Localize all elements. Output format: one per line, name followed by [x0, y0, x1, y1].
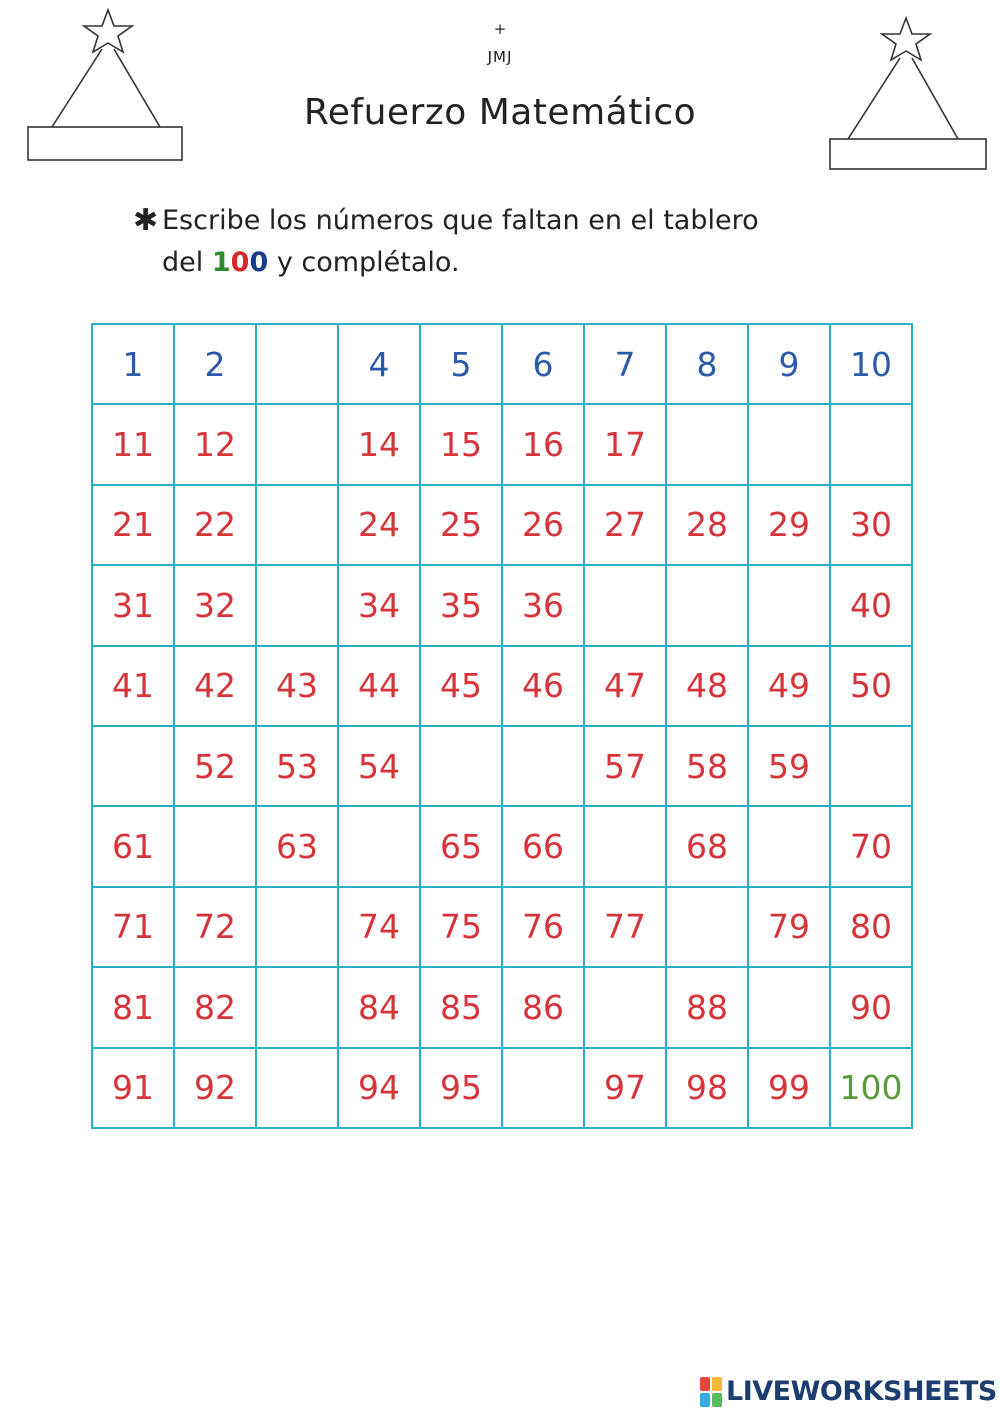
board-blank-cell[interactable] [584, 565, 666, 645]
liveworksheets-brand [700, 1376, 997, 1407]
board-blank-cell[interactable] [666, 887, 748, 967]
board-row [92, 1048, 912, 1128]
hundred-digit-1: 1 [211, 247, 231, 278]
board-cell: 8 [666, 324, 748, 404]
board-row [92, 404, 912, 484]
instruction-line-2 [133, 242, 893, 284]
board-blank-cell[interactable] [666, 404, 748, 484]
board-blank-cell[interactable] [256, 565, 338, 645]
board-cell: 30 [830, 485, 912, 565]
board-row [92, 565, 912, 645]
board-row [92, 887, 912, 967]
board-blank-cell[interactable] [256, 967, 338, 1047]
board-blank-cell[interactable] [502, 1048, 584, 1128]
board-cell: 94 [338, 1048, 420, 1128]
board-cell: 76 [502, 887, 584, 967]
board-cell: 9 [748, 324, 830, 404]
instruction-text [133, 200, 893, 284]
board-cell: 50 [830, 646, 912, 726]
board-cell: 100 [830, 1048, 912, 1128]
board-cell: 53 [256, 726, 338, 806]
board-cell: 80 [830, 887, 912, 967]
board-cell: 25 [420, 485, 502, 565]
board-cell: 99 [748, 1048, 830, 1128]
board-cell: 35 [420, 565, 502, 645]
board-cell: 70 [830, 806, 912, 886]
board-cell: 24 [338, 485, 420, 565]
board-cell: 91 [92, 1048, 174, 1128]
board-cell: 29 [748, 485, 830, 565]
board-cell: 98 [666, 1048, 748, 1128]
board-blank-cell[interactable] [584, 967, 666, 1047]
board-row [92, 646, 912, 726]
board-cell: 54 [338, 726, 420, 806]
board-row [92, 967, 912, 1047]
instruction-line-1: Escribe los números que faltan en el tablero [162, 205, 759, 236]
board-cell: 4 [338, 324, 420, 404]
board-cell: 43 [256, 646, 338, 726]
board-cell: 82 [174, 967, 256, 1047]
board-cell: 68 [666, 806, 748, 886]
brand-name: LIVEWORKSHEETS [726, 1376, 997, 1407]
board-blank-cell[interactable] [256, 485, 338, 565]
board-cell: 41 [92, 646, 174, 726]
board-cell: 90 [830, 967, 912, 1047]
board-blank-cell[interactable] [420, 726, 502, 806]
board-cell: 5 [420, 324, 502, 404]
board-blank-cell[interactable] [256, 404, 338, 484]
board-cell: 92 [174, 1048, 256, 1128]
jmj-heading: JMJ [487, 48, 513, 66]
board-cell: 14 [338, 404, 420, 484]
board-row [92, 726, 912, 806]
board-cell: 84 [338, 967, 420, 1047]
board-row [92, 324, 912, 404]
board-cell: 21 [92, 485, 174, 565]
hundred-digit-3: 0 [249, 247, 269, 278]
instruction-suffix: y complétalo. [268, 247, 460, 278]
board-cell: 17 [584, 404, 666, 484]
board-cell: 85 [420, 967, 502, 1047]
board-cell: 22 [174, 485, 256, 565]
board-cell: 63 [256, 806, 338, 886]
board-cell: 81 [92, 967, 174, 1047]
board-cell: 28 [666, 485, 748, 565]
board-cell: 16 [502, 404, 584, 484]
board-cell: 46 [502, 646, 584, 726]
board-cell: 48 [666, 646, 748, 726]
board-blank-cell[interactable] [256, 324, 338, 404]
board-cell: 61 [92, 806, 174, 886]
board-blank-cell[interactable] [748, 565, 830, 645]
board-cell: 15 [420, 404, 502, 484]
board-cell: 57 [584, 726, 666, 806]
board-blank-cell[interactable] [502, 726, 584, 806]
liveworksheets-logo-icon [700, 1377, 722, 1407]
board-cell: 10 [830, 324, 912, 404]
board-blank-cell[interactable] [748, 404, 830, 484]
board-blank-cell[interactable] [584, 806, 666, 886]
board-cell: 34 [338, 565, 420, 645]
board-cell: 95 [420, 1048, 502, 1128]
hundred-digit-2: 0 [230, 247, 250, 278]
board-cell: 42 [174, 646, 256, 726]
asterisk-bullet-icon: ✱ [133, 203, 159, 238]
board-cell: 77 [584, 887, 666, 967]
board-cell: 11 [92, 404, 174, 484]
board-cell: 75 [420, 887, 502, 967]
board-cell: 31 [92, 565, 174, 645]
board-row [92, 806, 912, 886]
board-cell: 71 [92, 887, 174, 967]
board-cell: 97 [584, 1048, 666, 1128]
page-title: Refuerzo Matemático [303, 92, 697, 133]
board-cell: 66 [502, 806, 584, 886]
board-cell: 88 [666, 967, 748, 1047]
board-cell: 72 [174, 887, 256, 967]
hundred-board [91, 323, 913, 1129]
cross-mark: + [493, 20, 507, 38]
board-cell: 6 [502, 324, 584, 404]
board-cell: 7 [584, 324, 666, 404]
board-blank-cell[interactable] [830, 404, 912, 484]
board-cell: 49 [748, 646, 830, 726]
board-cell: 12 [174, 404, 256, 484]
board-cell: 40 [830, 565, 912, 645]
board-cell: 32 [174, 565, 256, 645]
board-cell: 52 [174, 726, 256, 806]
board-cell: 2 [174, 324, 256, 404]
board-cell: 45 [420, 646, 502, 726]
board-blank-cell[interactable] [666, 565, 748, 645]
board-blank-cell[interactable] [748, 967, 830, 1047]
board-row [92, 485, 912, 565]
board-cell: 65 [420, 806, 502, 886]
board-blank-cell[interactable] [92, 726, 174, 806]
board-cell: 86 [502, 967, 584, 1047]
board-cell: 27 [584, 485, 666, 565]
board-blank-cell[interactable] [256, 1048, 338, 1128]
board-cell: 59 [748, 726, 830, 806]
board-blank-cell[interactable] [256, 887, 338, 967]
board-cell: 36 [502, 565, 584, 645]
board-cell: 79 [748, 887, 830, 967]
board-cell: 26 [502, 485, 584, 565]
board-cell: 74 [338, 887, 420, 967]
board-blank-cell[interactable] [830, 726, 912, 806]
board-cell: 47 [584, 646, 666, 726]
board-cell: 58 [666, 726, 748, 806]
board-cell: 44 [338, 646, 420, 726]
board-blank-cell[interactable] [174, 806, 256, 886]
board-cell: 1 [92, 324, 174, 404]
board-blank-cell[interactable] [748, 806, 830, 886]
instruction-prefix: del [162, 247, 212, 278]
board-blank-cell[interactable] [338, 806, 420, 886]
